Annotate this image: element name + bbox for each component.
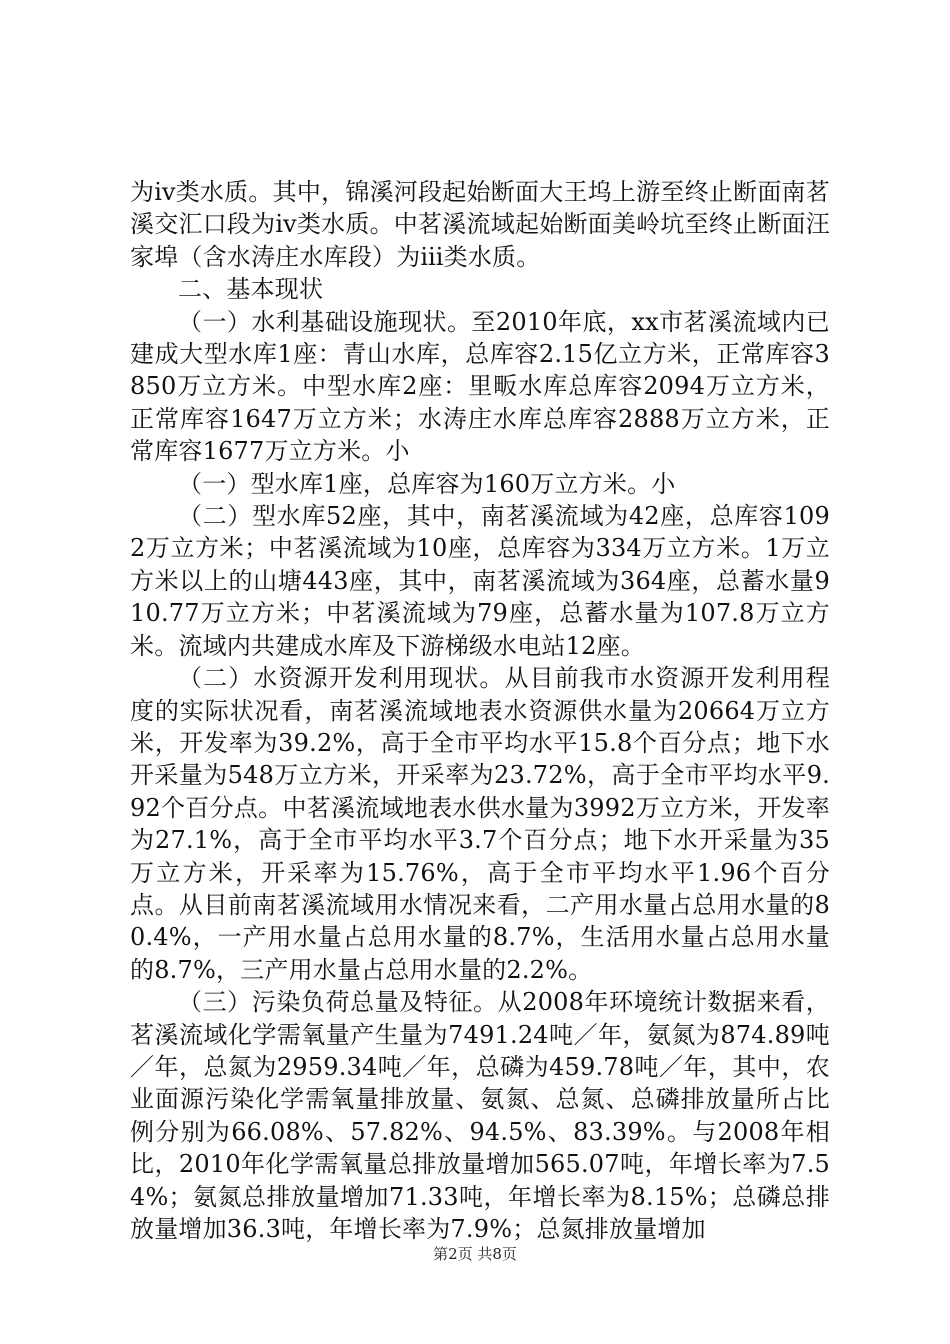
document-body (130, 176, 830, 1245)
paragraph-water-resources: （二）水资源开发利用现状。从目前我市水资源开发利用程度的实际状况看，南茗溪流域地表水资源供水量为20664万立方米，开发率为39.2%，高于全市平均水平15.8个百分点；地下水开采量为548万立方米，开采率为23.72%，高于全市平均水平9.92个百分点。中茗溪流域地表水供水量为3992万立方米，开发率为27.1%，高于全市平均水平3.7个百分点；地下水开采量为35万立方米，开采率为15.76%，高于全市平均水平1.96个百分点。从目前南茗溪流域用水情况来看，二产用水量占总用水量的80.4%，一产用水量占总用水量的8.7%，生活用水量占总用水量的8.7%，三产用水量占总用水量的2.2%。 (130, 664, 830, 984)
paragraph-infrastructure: （一）水利基础设施现状。至2010年底，xx市茗溪流域内已建成大型水库1座：青山水库，总库容2.15亿立方米，正常库容3850万立方米。中型水库2座：里畈水库总库容2094万立方米，正常库容1647万立方米；水涛庄水库总库容2888万立方米，正常库容1677万立方米。小 (130, 307, 830, 466)
page-footer: 第2页 共8页 (433, 1245, 517, 1263)
paragraph-water-quality: 为ⅳ类水质。其中，锦溪河段起始断面大王坞上游至终止断面南茗溪交汇口段为ⅳ类水质。中茗溪流域起始断面美岭坑至终止断面汪家埠（含水涛庄水库段）为ⅲ类水质。 (130, 178, 830, 271)
paragraph-small-reservoir-type-2: （二）型水库52座，其中，南茗溪流域为42座，总库容1092万立方米；中茗溪流域为10座，总库容为334万立方米。1万立方米以上的山塘443座，其中，南茗溪流域为364座，总蓄水量910.77万立方米；中茗溪流域为79座，总蓄水量为107.8万立方米。流域内共建成水库及下游梯级水电站12座。 (130, 502, 830, 660)
paragraph-small-reservoir-type-1: （一）型水库1座，总库容为160万立方米。小 (178, 469, 676, 498)
paragraph-pollution-load: （三）污染负荷总量及特征。从2008年环境统计数据来看，茗溪流域化学需氧量产生量为7491.24吨／年，氨氮为874.89吨／年，总氮为2959.34吨／年，总磷为459.78吨／年，其中，农业面源污染化学需氧量排放量、氨氮、总氮、总磷排放量所占比例分别为66.08%、57.82%、94.5%、83.39%。与2008年相比，2010年化学需氧量总排放量增加565.07吨，年增长率为7.54%；氨氮总排放量增加71.33吨，年增长率为8.15%；总磷总排放量增加36.3吨，年增长率为7.9%；总氮排放量增加 (130, 988, 830, 1243)
section-heading-basic-status: 二、基本现状 (178, 275, 324, 304)
